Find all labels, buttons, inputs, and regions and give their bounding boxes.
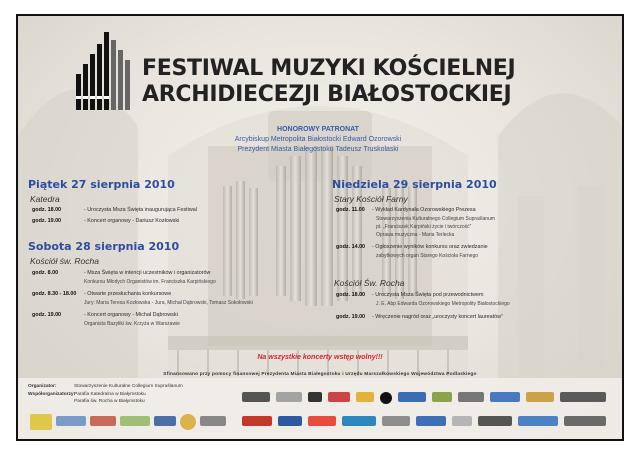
day2-event-1: [32, 270, 210, 276]
day1-event-2: [32, 218, 179, 224]
sponsor-logo: [398, 392, 426, 402]
day2-event-1-sub: Konkursu Młodych Organistów im. Franciszka Karpińskiego: [84, 279, 216, 285]
event-text: - Koncert organowy - Dariusz Kozłowski: [84, 218, 180, 224]
day3-event-2: [336, 244, 488, 250]
sponsor-logo: [416, 416, 446, 426]
day2-event-2: [32, 291, 171, 297]
event-time: godz. 18.00: [336, 292, 366, 298]
day3-event-1-sub3: Oprawa muzyczna - Maria Terlecka: [376, 232, 455, 238]
day2-event-3-sub: Organista Bazyliki św. Krzyża w Warszawie: [84, 321, 180, 327]
event-text: - Otwarte przesłuchania konkursowe: [84, 291, 172, 297]
day3-venue1: Stary Kościół Farny: [334, 194, 408, 204]
sponsor-logo: [458, 392, 484, 402]
festival-title-line2: ARCHIDIECEZJI BIAŁOSTOCKIEJ: [142, 82, 512, 107]
event-time: godz. 8.00: [32, 270, 59, 276]
event-text: - Wręczenie nagród oraz „uroczysty koncert laureatów”: [372, 314, 503, 320]
organ-pipes-logo: [74, 30, 134, 112]
day3-event-1-sub2: pt. „Franciszek Karpiński życie i twórczość”: [376, 224, 472, 230]
sponsor-logo: [356, 392, 374, 402]
day2-venue: Kościół św. Rocha: [30, 256, 99, 266]
funding-note: Sfinansowano przy pomocy finansowej Prezydenta Miasta Białegostoku i Urzędu Marszałkowskiego Województwa Podlaskiego: [163, 372, 477, 377]
organizer-label: Organizator:: [28, 384, 57, 389]
event-time: godz. 18.00: [32, 207, 62, 213]
day1-heading: Piątek 27 sierpnia 2010: [28, 178, 175, 191]
event-time: godz. 19.00: [32, 312, 62, 318]
day1-venue: Katedra: [30, 194, 60, 204]
sponsor-logo: [30, 414, 52, 430]
patronage-heading: HONOROWY PATRONAT: [277, 126, 359, 133]
day3-event-3: [336, 292, 483, 298]
sponsor-logo: [308, 392, 322, 402]
patronage-line1: Arcybiskup Metropolita Białostocki Edward Ozorowski: [234, 136, 402, 143]
sponsor-logo: [276, 392, 302, 402]
event-time: godz. 8.30 - 18.00: [32, 291, 77, 297]
day2-event-2-sub: Jury: Maria Teresa Kozłowska - Jura, Michał Dąbrowski, Tomasz Sokołowski: [84, 300, 253, 306]
co-organizer-value-1: Parafia Katedralna w Białymstoku: [74, 392, 146, 397]
sponsor-logo: [382, 416, 410, 426]
event-text: - Uroczysta Msza Święta pod przewodnictwem: [372, 292, 484, 298]
sponsor-logo: [200, 416, 226, 426]
sponsor-logo: [242, 392, 270, 402]
sponsor-logo: [564, 416, 606, 426]
day3-event-1-sub1: Stowarzyszenia Kulturalnego Collegium Supraślanum: [376, 216, 495, 222]
sponsor-logo: [452, 416, 472, 426]
event-text: - Msza Święta w intencji uczestników i organizatorów: [84, 270, 211, 276]
free-entry-notice: Na wszystkie koncerty wstęp wolny!!!: [257, 354, 383, 361]
sponsor-logo: [490, 392, 520, 402]
sponsor-logo: [342, 416, 376, 426]
sponsor-logo: [432, 392, 452, 402]
event-text: - Koncert organowy - Michał Dąbrowski: [84, 312, 178, 318]
organizer-value: Stowarzyszenie Kulturalne Collegium Supraślanum: [74, 384, 183, 389]
sponsor-logo: [380, 392, 392, 404]
sponsor-logo: [518, 416, 558, 426]
festival-poster: [16, 14, 624, 441]
sponsor-logo: [308, 416, 336, 426]
event-text: - Uroczysta Msza Święta inaugurująca Festiwal: [84, 207, 197, 213]
event-time: godz. 19.00: [32, 218, 62, 224]
day3-venue2: Kościół Św. Rocha: [334, 278, 405, 288]
day2-event-3: [32, 312, 178, 318]
day3-event-4: [336, 314, 503, 320]
day3-event-2-sub1: zabytkowych organ Starego Kościoła Farnego: [376, 253, 479, 259]
sponsor-logo: [180, 414, 196, 430]
sponsor-logo: [478, 416, 512, 426]
sponsor-logo: [278, 416, 302, 426]
day3-event-1: [336, 207, 476, 213]
festival-title-line1: FESTIWAL MUZYKI KOŚCIELNEJ: [142, 56, 516, 81]
sponsor-logo: [526, 392, 554, 402]
sponsor-logo: [328, 392, 350, 402]
event-time: godz. 14.00: [336, 244, 366, 250]
event-time: godz. 19.00: [336, 314, 366, 320]
event-text: - Ogłoszenie wyników konkursu oraz zwiedzanie: [372, 244, 488, 250]
sponsor-logo: [154, 416, 176, 426]
event-text: - Wykład Kardynała Ozorowskiego Prezesa: [372, 207, 476, 213]
patronage-line2: Prezydent Miasta Białegostoku Tadeusz Truskolaski: [237, 146, 399, 153]
day3-heading: Niedziela 29 sierpnia 2010: [332, 178, 497, 191]
day2-heading: Sobota 28 sierpnia 2010: [28, 240, 180, 253]
day1-event-1: [32, 207, 197, 213]
sponsor-logo: [90, 416, 116, 426]
co-organizer-value-2: Parafia św. Rocha w Białymstoku: [74, 399, 145, 404]
sponsor-logo: [242, 416, 272, 426]
sponsor-logo: [560, 392, 606, 402]
day3-event-3-sub1: J. E. Abp Edwarda Ozorowskiego Metropolity Białostockiego: [376, 301, 510, 307]
co-organizers-label: Współorganizatorzy:: [28, 392, 76, 397]
sponsor-logo: [120, 416, 150, 426]
sponsor-logo: [56, 416, 86, 426]
event-time: godz. 11.00: [336, 207, 365, 213]
